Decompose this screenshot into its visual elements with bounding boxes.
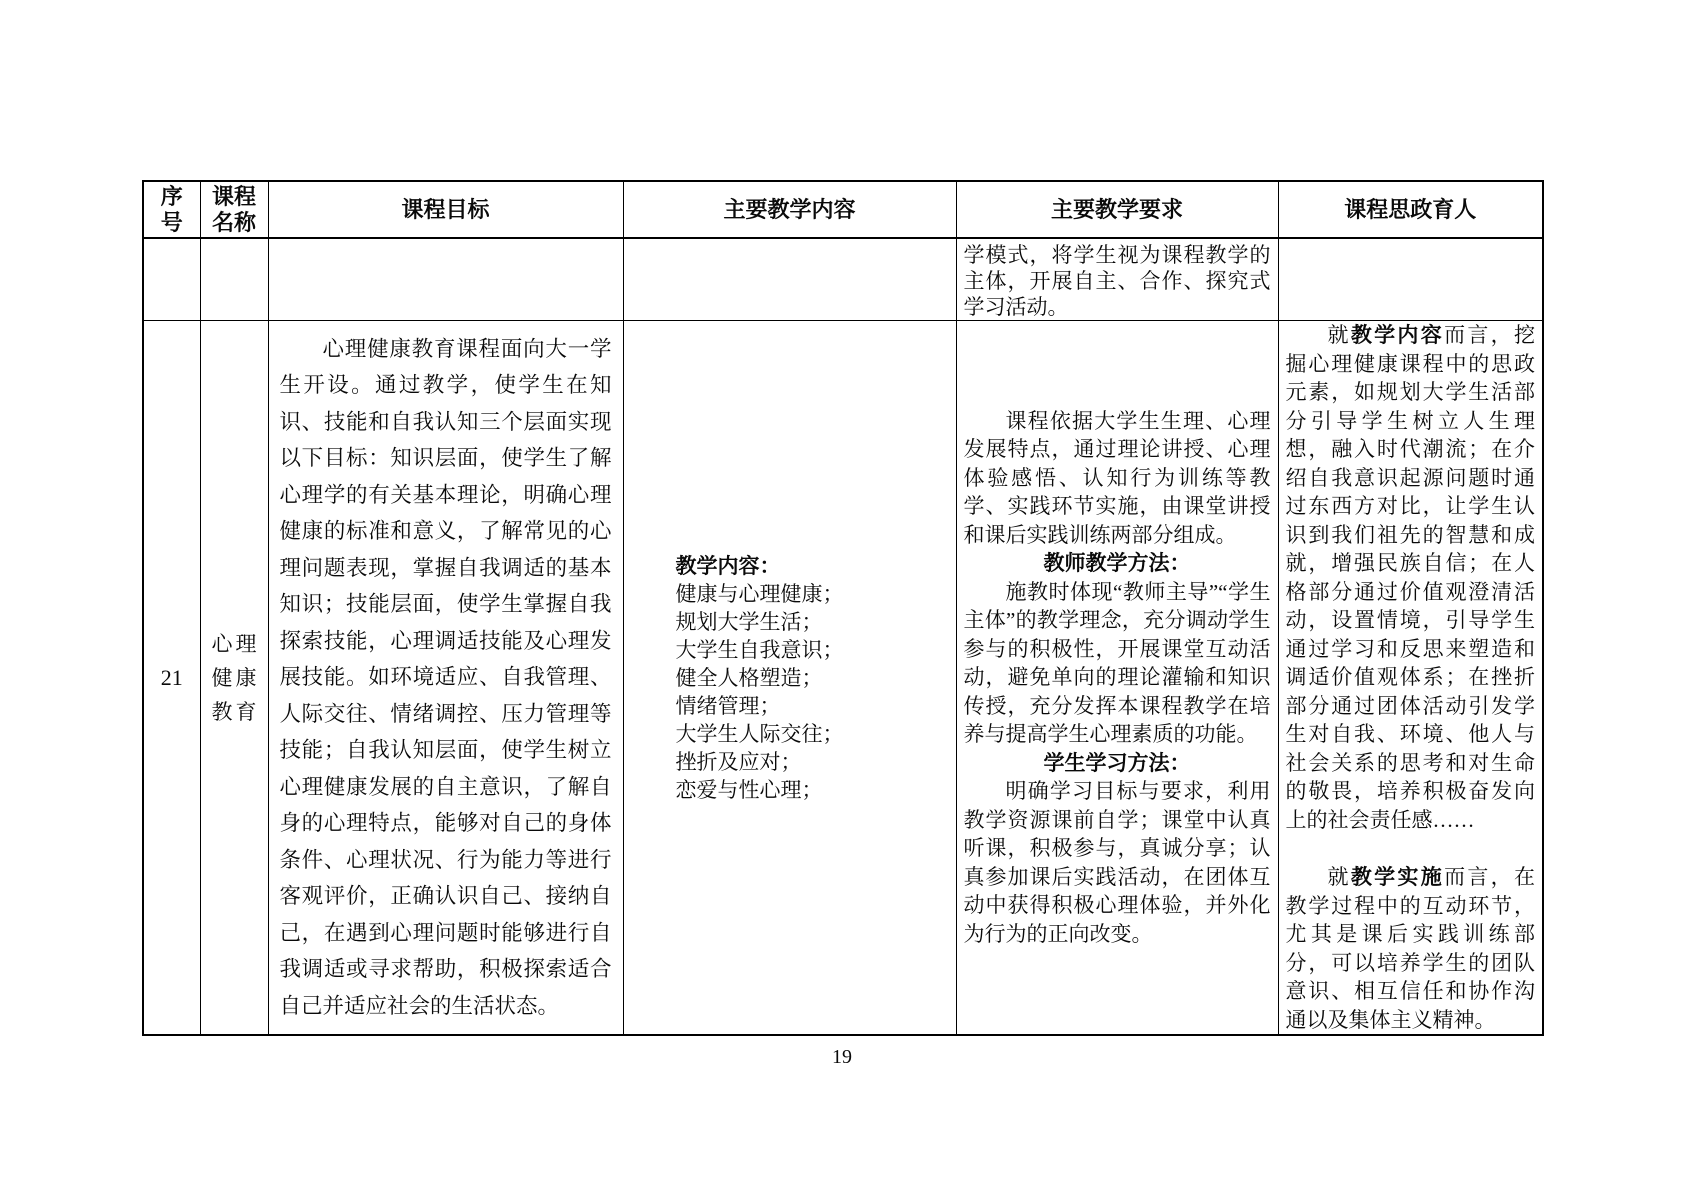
- seq-number-cell: [143, 321, 200, 1036]
- ideology-paragraph-1: [1286, 321, 1536, 834]
- teaching-content-item: 大学生自我意识；: [675, 637, 844, 662]
- teaching-content-item: 情绪管理；: [675, 693, 781, 718]
- ideology-education-cell: [1278, 321, 1543, 1036]
- header-seq-number: 序号: [143, 181, 200, 238]
- teaching-content-item: 恋爱与性心理；: [675, 777, 823, 802]
- teacher-methods-heading: 教师教学方法：: [1043, 551, 1191, 576]
- ideology-p2-prefix: 就: [1327, 865, 1351, 889]
- requirements-paragraph-1: 课程依据大学生生理、心理发展特点，通过理论讲授、心理体验感悟、认知行为训练等教学、实践环节实施，由课堂讲授和课后实践训练两部分组成。: [963, 408, 1271, 547]
- ideology-p1-bold-term: 教学内容: [1350, 323, 1445, 347]
- course-objectives-paragraph: 心理健康教育课程面向大一学生开设。通过教学，使学生在知识、技能和自我认知三个层面实现以下目标：知识层面，使学生了解心理学的有关基本理论，明确心理健康的标准和意义，了解常见的心理问题表现，掌握自我调适的基本知识；技能层面，使学生掌握自我探索技能，心理调适技能及心理发展技能。如环境适应、自我管理、人际交往、情绪调控、压力管理等技能；自我认知层面，使学生树立心理健康发展的自主意识，了解自身的心理特点，能够对自己的身体条件、心理状况、行为能力等进行客观评价，正确认识自己、接纳自己，在遇到心理问题时能够进行自我调适或寻求帮助，积极探索适合自己并适应社会的生活状态。: [279, 336, 612, 1018]
- teaching-content-cell: [623, 321, 956, 1036]
- course-row-21: [143, 321, 1543, 1036]
- continuation-row: [143, 238, 1543, 321]
- course-name: 心理健康教育: [211, 631, 257, 724]
- header-ideology-education: 课程思政育人: [1278, 181, 1543, 238]
- teaching-content-item: 规划大学生活；: [675, 609, 823, 634]
- student-methods-paragraph: 明确学习目标与要求，利用教学资源课前自学；课堂中认真听课，积极参与，真诚分享；认真参加课后实践活动，在团体互动中获得积极心理体验，并外化为行为的正向改变。: [963, 779, 1271, 946]
- ideology-p1-text: 而言，挖掘心理健康课程中的思政元素，如规划大学生活部分引导学生树立人生理想，融入时代潮流；在介绍自我意识起源问题时通过东西方对比，让学生认识到我们祖先的智慧和成就，增强民族自信；在人格部分通过价值观澄清活动，设置情境，引导学生通过学习和反思来塑造和调适价值观体系；在挫折部分通过团体活动引发学生对自我、环境、他人与社会关系的思考和对生命的敬畏，培养积极奋发向上的社会责任感……: [1285, 323, 1535, 832]
- page-number: 19: [832, 1046, 852, 1068]
- seq-number: 21: [160, 664, 183, 690]
- cont-name-cell: [200, 238, 268, 321]
- ideology-p2-text: 而言，在教学过程中的互动环节，尤其是课后实践训练部分，可以培养学生的团队意识、相互信任和协作沟通以及集体主义精神。: [1285, 865, 1535, 1032]
- ideology-paragraph-2: [1286, 863, 1536, 1034]
- student-methods-heading: 学生学习方法：: [1043, 750, 1191, 775]
- teaching-content-item: 健康与心理健康；: [675, 581, 844, 606]
- header-main-teaching-content: 主要教学内容: [623, 181, 956, 238]
- ideology-p1-prefix: 就: [1327, 323, 1351, 347]
- ideology-p2-bold-term: 教学实施: [1350, 865, 1445, 889]
- course-name-cell: [200, 321, 268, 1036]
- teaching-content-item: 挫折及应对；: [675, 749, 802, 774]
- teacher-methods-paragraph: 施教时体现“教师主导”“学生主体”的教学理念，充分调动学生参与的积极性，开展课堂互动活动，避免单向的理论灌输和知识传授，充分发挥本课程教学在培养与提高学生心理素质的功能。: [963, 579, 1271, 747]
- teaching-requirements-cell: [956, 321, 1278, 1036]
- header-main-teaching-requirements: 主要教学要求: [956, 181, 1278, 238]
- header-course-name: 课程名称: [200, 181, 268, 238]
- continuation-text: 学模式，将学生视为课程教学的主体，开展自主、合作、探究式学习活动。: [963, 243, 1271, 319]
- course-syllabus-table: [142, 180, 1544, 1036]
- table-header-row: [143, 181, 1543, 238]
- cont-seq-cell: [143, 238, 200, 321]
- cont-ideology-cell: [1278, 238, 1543, 321]
- cont-content-cell: [623, 238, 956, 321]
- cont-requirements-cell: [956, 238, 1278, 321]
- teaching-content-item: 大学生人际交往；: [675, 721, 844, 746]
- header-course-objectives: 课程目标: [268, 181, 623, 238]
- course-objectives-cell: [268, 321, 623, 1036]
- cont-objectives-cell: [268, 238, 623, 321]
- teaching-content-item: 健全人格塑造；: [675, 665, 823, 690]
- teaching-content-heading: 教学内容：: [675, 553, 781, 578]
